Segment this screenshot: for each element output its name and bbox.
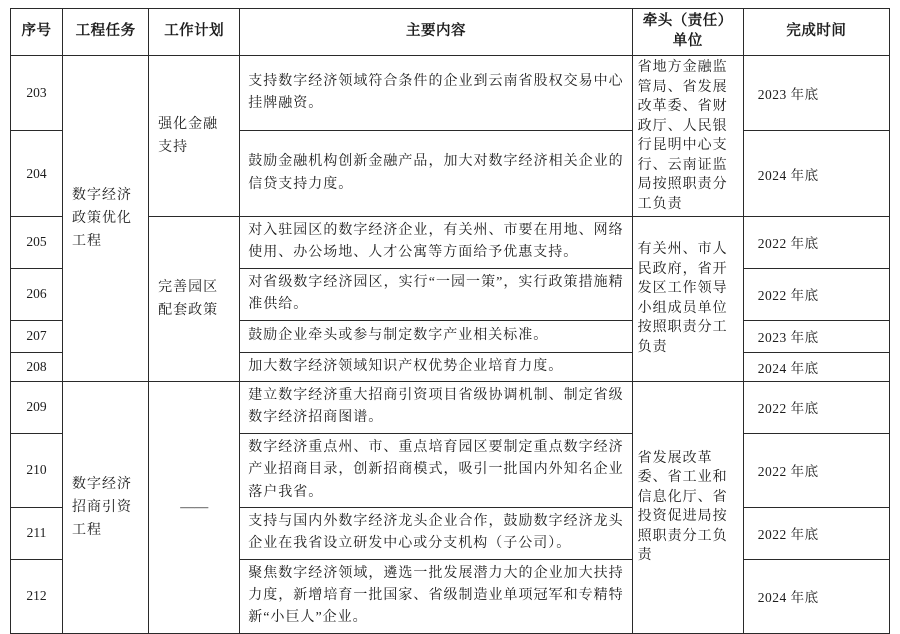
unit-invest-cell: 省发展改革委、省工业和信息化厅、省投资促进局按照职责分工负责 [632,381,743,633]
content-cell: 对省级数字经济园区，实行“一园一策”，实行政策措施精准供给。 [240,268,632,320]
header-deadline: 完成时间 [743,9,889,56]
header-seq: 序号 [11,9,63,56]
header-content: 主要内容 [240,9,632,56]
row-number-cell: 207 [11,320,63,352]
task-group-invest-cell: 数字经济招商引资工程 [63,381,149,633]
unit-park-cell: 有关州、市人民政府，省开发区工作领导小组成员单位按照职责分工负责 [632,217,743,382]
row-number-cell: 212 [11,559,63,633]
unit-finance-cell: 省地方金融监管局、省发展改革委、省财政厅、人民银行昆明中心支行、云南证监局按照职责分工负责 [632,56,743,217]
deadline-cell: 2022 年底 [743,217,889,269]
content-cell: 建立数字经济重大招商引资项目省级协调机制、制定省级数字经济招商图谱。 [240,381,632,433]
deadline-cell: 2023 年底 [743,320,889,352]
content-cell: 支持数字经济领域符合条件的企业到云南省股权交易中心挂牌融资。 [240,56,632,131]
task-plan-table [10,8,890,634]
content-cell: 数字经济重点州、市、重点培育园区要制定重点数字经济产业招商目录，创新招商模式，吸引一批国内外知名企业落户我省。 [240,433,632,507]
deadline-cell: 2022 年底 [743,433,889,507]
deadline-cell: 2022 年底 [743,381,889,433]
deadline-cell: 2023 年底 [743,56,889,131]
task-group-policy-cell: 数字经济政策优化工程 [63,56,149,382]
row-number-cell: 208 [11,352,63,381]
row-number-cell: 211 [11,507,63,559]
row-number-cell: 205 [11,217,63,269]
deadline-cell: 2024 年底 [743,352,889,381]
header-row [11,9,890,56]
content-cell: 聚焦数字经济领域，遴选一批发展潜力大的企业加大扶持力度，新增培育一批国家、省级制造业单项冠军和专精特新“小巨人”企业。 [240,559,632,633]
header-unit: 牵头（责任）单位 [632,9,743,56]
plan-finance-cell: 强化金融支持 [149,56,240,217]
row-number-cell: 204 [11,131,63,217]
plan-dash-cell: —— [149,381,240,633]
table-row-203 [11,56,890,131]
header-plan: 工作计划 [149,9,240,56]
row-number-cell: 203 [11,56,63,131]
content-cell: 鼓励企业牵头或参与制定数字产业相关标准。 [240,320,632,352]
header-task: 工程任务 [63,9,149,56]
deadline-cell: 2024 年底 [743,559,889,633]
content-cell: 对入驻园区的数字经济企业，有关州、市要在用地、网络使用、办公场地、人才公寓等方面给予优惠支持。 [240,217,632,269]
row-number-cell: 206 [11,268,63,320]
row-number-cell: 209 [11,381,63,433]
deadline-cell: 2022 年底 [743,268,889,320]
table-row-209 [11,381,890,433]
content-cell: 支持与国内外数字经济龙头企业合作，鼓励数字经济龙头企业在我省设立研发中心或分支机构（子公司）。 [240,507,632,559]
deadline-cell: 2024 年底 [743,131,889,217]
content-cell: 加大数字经济领域知识产权优势企业培育力度。 [240,352,632,381]
content-cell: 鼓励金融机构创新金融产品，加大对数字经济相关企业的信贷支持力度。 [240,131,632,217]
deadline-cell: 2022 年底 [743,507,889,559]
plan-park-cell: 完善园区配套政策 [149,217,240,382]
row-number-cell: 210 [11,433,63,507]
